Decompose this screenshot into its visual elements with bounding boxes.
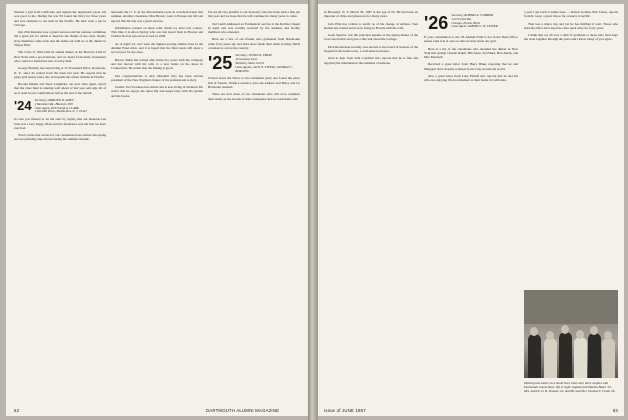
photo-person-head — [530, 327, 538, 336]
photo-background — [524, 290, 618, 324]
paragraph: George Bradley has been living at 12 Townsend Drive, Rochester, N. Y., since he retired from the bank last year. He reports that he plays golf nearly every day and spends the winter months in Florida. — [14, 66, 106, 79]
paragraph: Here is a list of the classmates who attended the dinner in New York this spring: Charlie Ralph, Bill Jones, Ted Hurd, Bob Ahern, and Mac Maxwell. — [424, 46, 518, 60]
right-column-3 — [524, 10, 618, 45]
paragraph: Received a great letter from Harry Blake reporting that he and Margaret have recently returned from a trip around the world. — [424, 62, 518, 71]
photo-person — [544, 338, 557, 378]
paragraph: Brown Shinn has retired after thirty-two years with the company and has moved with his wife to a new home on the shore in Connecticut. He writes that the fishing is good. — [111, 57, 203, 71]
class-header-1924 — [14, 99, 106, 114]
right-column-2 — [424, 10, 518, 86]
class-year: '26 — [424, 13, 449, 33]
paragraph: Jack Ellis has written to notify us of his change of address. Tom Kerber has retired and is now living in Florida with his wife. — [324, 21, 418, 30]
photo-person — [559, 332, 572, 378]
class-year: '25 — [208, 53, 233, 74]
paragraph: Charlie Van Voorhees has retired and is now living in Vermont. He writes that he enjoys the quiet life and keeps busy with his garden and his books. — [111, 85, 203, 98]
paragraph: I think that we all owe a debt of gratitude to those who have kept the class together through the years and I know many of you agree. — [524, 33, 618, 42]
page-number: 62 — [14, 408, 20, 413]
photo-caption: Meeting last winter on a South Sea cruise were three couples with Dartmouth connections: left to right: Ingham and Martha Baker '25, Mrs. and Dr. D. R. Thomas '22, and Mr. and Mrs. Thomas S. Frank '26. — [524, 381, 616, 393]
page-number: 63 — [612, 408, 618, 413]
cruise-group-photo — [524, 290, 618, 378]
paragraph: Dick Richardson recently was elected to the board of trustees of the hospital in his home town, a well-deserved honor. — [324, 44, 418, 54]
paragraph: Our congratulations to Roy Marshall who has been elected president of the New England chapter of his professional society. — [111, 73, 203, 82]
paragraph: Brooke Palmer and Dean Langmaid, our new class agent, report that the class fund is running well ahead of last year and urge all of us to send in our contributions before the end of the month. — [14, 82, 106, 95]
paragraph: There are four more of our classmates who will soon complete their terms on the boards of their companies and we wish them well. — [208, 92, 300, 101]
paragraph: Word comes that several of our classmates have retired this spring and are planning trips abroad during the summer months. — [14, 133, 106, 142]
paragraph: Trotted down the Nerve to his retirement party and found the place full of friends. Wallie Lawrence gave the address and Harry and Lu Hofstetter assisted. — [208, 76, 300, 89]
paragraph: That was a major trip and yet he has fulfilled it well. Those who hold the office have kept the class spirit alive for forty years. — [524, 21, 618, 30]
paragraph: We are all very grateful to our Secretary who has done such a fine job this year and we hope that he will continue for many years to come. — [208, 10, 301, 19]
class-header-1926 — [424, 14, 518, 32]
right-column-1 — [324, 10, 418, 68]
right-page — [318, 4, 624, 416]
photo-person-head — [590, 326, 598, 335]
paragraph: Information wanted on those with whom we have lost contact. This time it is Alton Spring who was last heard from in Boston and Charles Norton who moved west in 1958. — [111, 25, 203, 39]
class-officers: Secretary, JUSTIN K. FRASE 40 Gateway Lane Wellesley, Mass. 02151 Class Agents, JACK N. STEELE, GEORGE C. BURGESS — [235, 53, 293, 73]
photo-person — [602, 338, 615, 378]
paragraph: The Class of 1922 held its annual dinner at the Harvard Club in New York with a good turnout, and we heard from many classmates who could not attend but sent word by mail. — [14, 50, 106, 63]
photo-person-head — [546, 331, 554, 340]
paragraph: Ted Lamb addressed an Ecumenical service at the Rollins Chapel in April and was warmly received by the students and faculty members who attended. — [208, 21, 300, 35]
photo-person-head — [576, 330, 584, 339]
class-header-1925 — [208, 54, 300, 73]
photo-person — [574, 337, 587, 378]
paragraph: married a girl from California and despite the depression years, his was good to me. During the war Ed found the Navy for three years and was assistant to our man in the Pacific. He later took a job in Chicago. — [14, 10, 106, 27]
photo-person-head — [561, 325, 569, 334]
page-gutter — [308, 0, 318, 420]
paragraph: a year I get back to home base — Robert Golden, Bob Chase, reports from R. Gray, a great trip so far, scenery is terrific. — [524, 10, 618, 19]
photo-person — [588, 333, 601, 378]
left-page — [6, 4, 308, 416]
left-column-1 — [14, 10, 106, 145]
photo-person — [528, 334, 541, 378]
paragraph: Gene Spencer was the principal speaker at the spring dinner of the local association and gave a fine talk about the College. — [324, 33, 418, 42]
left-column-3 — [208, 10, 300, 104]
issue-date: Issue of JUNE 1967 — [324, 408, 366, 413]
paragraph: Here are a few of our friends who graduated from Dartmouth some forty years ago and have since made their mark in many fields of endeavor across the country. — [208, 37, 300, 51]
paragraph: represent the U. S. in the International races in Czechoslovakia this summer. Another classmate, Max Brown, went to Europe last fall and reports that the trip was a great success. — [111, 10, 203, 23]
left-column-2 — [111, 10, 203, 101]
magazine-name: DARTMOUTH ALUMNI MAGAZINE — [206, 408, 280, 413]
paragraph: Glad to hear from Sam Coleman who reports that he is fine and enjoying his retirement in the sunshine of Arizona. — [324, 56, 418, 65]
paragraph: Our 25th Reunion was a grand success and the reunion committee did a great job for which it deserves the thanks of the class. Nearly sixty members came back and the ladies sat with us at the dinner in Thayer Hall. — [14, 30, 106, 48]
class-year: '24 — [14, 98, 32, 114]
paragraph: As of April 24, ours were the highest-scoring alumni class in the Alumni Fund drive, and it is hoped that the final totals will show a record year for the class. — [111, 41, 203, 55]
class-officers: Secretary, ORMOND W. AMES 2 Bannister Rd., Hanover, N.H. Class Agent, DOUGLAS A. CLARK 2 Deerhill Drive, Ho-Ho-Kus, N. J. 07423 — [34, 98, 87, 114]
photo-person-head — [604, 331, 612, 340]
paragraph: in Brooklyn, N. Y. March 30, 1967 at the age of 63. He had been an importer of china and glassware for many years. — [324, 10, 418, 19]
class-officers: Secretary, ROBERT A. CURRIER 1215 Forest Rd. Chicago, Illinois 60611 Class Agent, ALBERT G. W. LESTER — [451, 13, 498, 29]
paragraph: In case you missed it, let me start by saying that our Reunion last June was a very happy affair and the attendance was the best we have ever had. — [14, 117, 106, 130]
paragraph: If your contribution to the '26 Alumni Fund is not in the Fund office, please send it in at once so that we may reach our goal. — [424, 35, 518, 44]
paragraph: Also a great letter from Lane Flaniff who reports that he and his wife are enjoying life in retirement at their home in California. — [424, 74, 518, 83]
